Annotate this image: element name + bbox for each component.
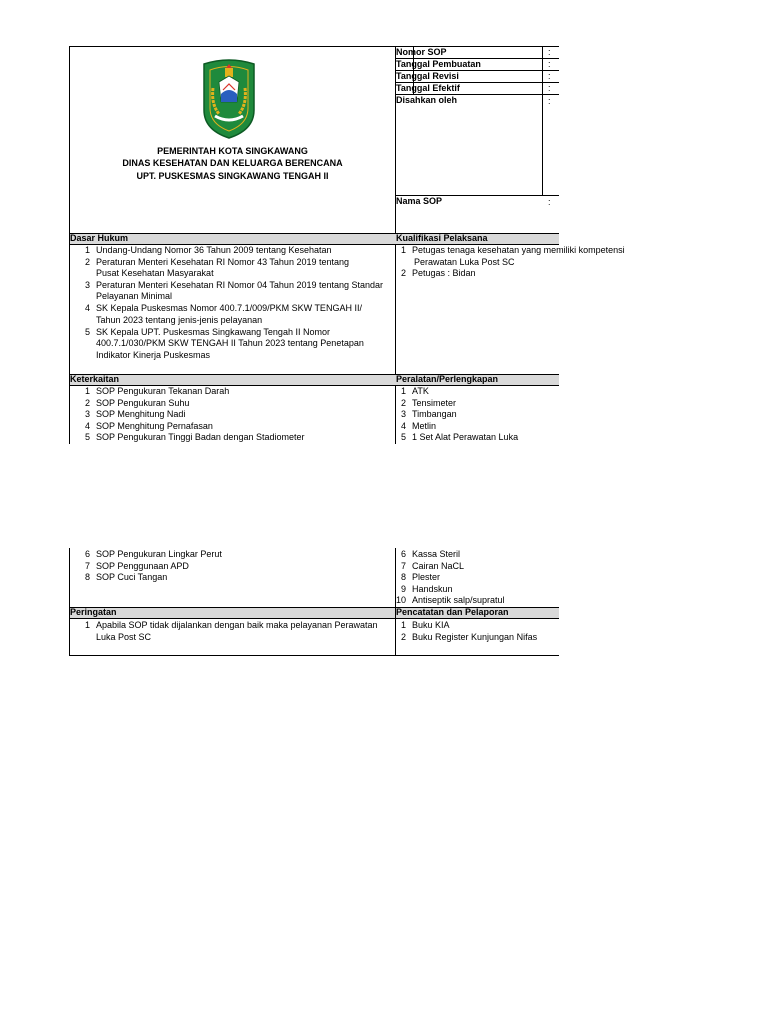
list-item: SOP Pengukuran Tinggi Badan dengan Stadiometer (96, 432, 305, 442)
list-item: ATK (412, 386, 429, 396)
peringatan-title: Peringatan (70, 607, 117, 617)
meta-label-tanggal-efektif: Tanggal Efektif (396, 83, 460, 93)
list-item: Metlin (412, 420, 437, 431)
singkawang-emblem-icon (201, 58, 257, 140)
list-item: SOP Pengukuran Tekanan Darah (96, 386, 230, 396)
list-item: Tensimeter (412, 397, 457, 408)
dasar-hukum-title: Dasar Hukum (70, 233, 129, 243)
list-item: Perawatan Luka Post SC (414, 256, 515, 267)
page-break-gap (60, 444, 570, 548)
list-item: Kassa Steril (412, 549, 461, 559)
list-item: Buku Register Kunjungan Nifas (412, 631, 538, 642)
meta-sep: : (548, 83, 551, 93)
list-item: SK Kepala UPT. Puskesmas Singkawang Tengah II Nomor (96, 326, 330, 337)
list-item: Petugas : Bidan (412, 268, 476, 278)
meta-label-tanggal-pembuatan: Tanggal Pembuatan (396, 59, 481, 69)
meta-sep: : (548, 47, 551, 57)
meta-sep: : (548, 197, 551, 207)
list-item: Undang-Undang Nomor 36 Tahun 2009 tentang Kesehatan (96, 245, 332, 255)
list-item: 400.7.1/030/PKM SKW TENGAH II Tahun 2023 tentang Penetapan (96, 338, 364, 348)
list-item: Timbangan (412, 409, 457, 419)
list-item: SOP Menghitung Pernafasan (96, 420, 213, 431)
meta-label-nama-sop: Nama SOP (396, 196, 443, 206)
list-item: Indikator Kinerja Puskesmas (96, 349, 211, 360)
meta-sep: : (548, 59, 551, 69)
list-item: SOP Penggunaan APD (96, 560, 189, 571)
list-item: SOP Pengukuran Lingkar Perut (96, 549, 222, 559)
org-line-3: UPT. PUSKESMAS SINGKAWANG TENGAH II (136, 171, 329, 181)
list-item: Luka Post SC (96, 631, 152, 642)
dasar-hukum-list: 1 Undang-Undang Nomor 36 Tahun 2009 tentang Kesehatan 2 Peraturan Menteri Kesehatan RI Nomor 43 Tahun 2019 tentang Pusat Kesehatan Masyarakat 3 Peraturan Menteri Kesehatan RI Nomor 04 Tahun 2019 tentang Standar Pelayanan Minimal 4 SK Kepala Puskesmas Nomor 400.7.1/009/PKM SKW TENGAH II/ Tahun 2023 tentang jenis-jenis pelayanan 5 SK Kepala UPT. Puskesmas Singkawang Tengah II Nomor 400.7.1/030/PKM SKW TENGAH II Tahun 2023 tentang Penetapan Indikator Kinerja Puskesmas (84, 245, 384, 360)
list-item: SOP Cuci Tangan (96, 572, 168, 582)
list-item: Peraturan Menteri Kesehatan RI Nomor 43 Tahun 2019 tentang (96, 256, 349, 267)
list-item: Cairan NaCL (412, 560, 465, 571)
org-line-2: DINAS KESEHATAN DAN KELUARGA BERENCANA (122, 158, 343, 168)
list-item: Antiseptik salp/supratul (412, 595, 505, 605)
meta-label-disahkan-oleh: Disahkan oleh (396, 95, 458, 105)
meta-sep: : (548, 96, 551, 106)
kualifikasi-title: Kualifikasi Pelaksana (396, 233, 488, 243)
meta-label-tanggal-revisi: Tanggal Revisi (396, 71, 459, 81)
list-item: Handskun (412, 583, 453, 594)
list-item: Pusat Kesehatan Masyarakat (96, 268, 214, 278)
kualifikasi-list: 1 Petugas tenaga kesehatan yang memiliki kompetensi Perawatan Luka Post SC 2 Petugas : Bidan (400, 245, 625, 278)
peralatan-title: Peralatan/Perlengkapan (396, 374, 499, 384)
list-item: Pelayanan Minimal (96, 291, 173, 301)
list-item: Tahun 2023 tentang jenis-jenis pelayanan (96, 315, 263, 325)
list-item: Petugas tenaga kesehatan yang memiliki kompetensi (412, 245, 625, 255)
list-item: 1 Set Alat Perawatan Luka (412, 432, 519, 442)
list-item: SOP Pengukuran Suhu (96, 397, 190, 408)
meta-label-nomor-sop: Nomor SOP (396, 47, 447, 57)
list-item: Plester (412, 572, 441, 582)
list-item: Peraturan Menteri Kesehatan RI Nomor 04 Tahun 2019 tentang Standar (96, 279, 384, 290)
pencatatan-title: Pencatatan dan Pelaporan (396, 607, 509, 617)
meta-sep: : (548, 71, 551, 81)
org-line-1: PEMERINTAH KOTA SINGKAWANG (157, 146, 308, 156)
keterkaitan-title: Keterkaitan (70, 374, 120, 384)
list-item: Apabila SOP tidak dijalankan dengan baik maka pelayanan Perawatan (96, 620, 378, 630)
list-item: SK Kepala Puskesmas Nomor 400.7.1/009/PKM SKW TENGAH II/ (96, 303, 362, 313)
list-item: Buku KIA (412, 620, 450, 630)
list-item: SOP Menghitung Nadi (96, 409, 186, 419)
